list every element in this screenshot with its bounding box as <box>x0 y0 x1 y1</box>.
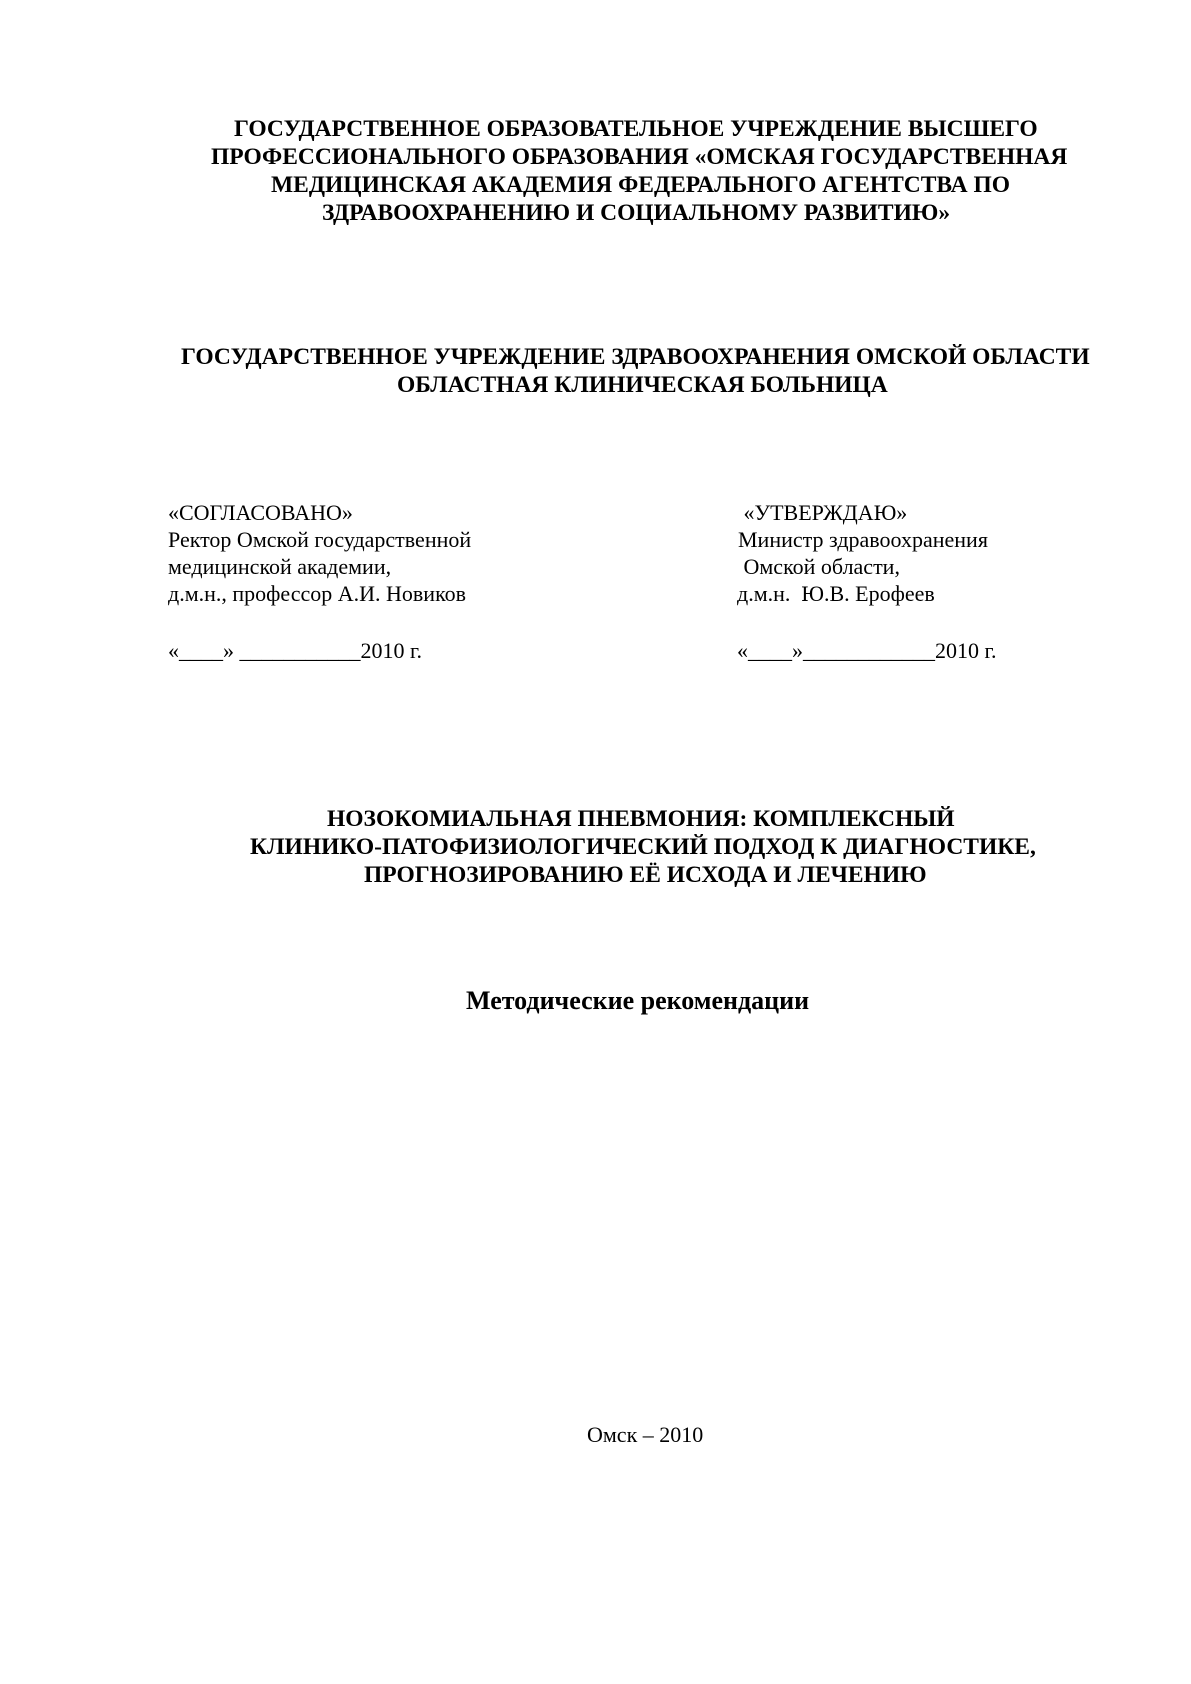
hospital-header-line-1: ГОСУДАРСТВЕННОЕ УЧРЕЖДЕНИЕ ЗДРАВООХРАНЕНИЯ ОМСКОЙ ОБЛАСТИ <box>181 344 1090 370</box>
approval-right-line-4: д.м.н. Ю.В. Ерофеев <box>737 581 935 606</box>
institution-header-line-3: МЕДИЦИНСКАЯ АКАДЕМИЯ ФЕДЕРАЛЬНОГО АГЕНТСТВА ПО <box>271 172 1011 198</box>
approval-left-line-4: д.м.н., профессор А.И. Новиков <box>168 581 467 606</box>
approval-right-line-2: Министр здравоохранения <box>738 527 988 552</box>
institution-header-line-4: ЗДРАВООХРАНЕНИЮ И СОЦИАЛЬНОМУ РАЗВИТИЮ» <box>322 200 951 226</box>
approval-right-date: «____»____________2010 г. <box>737 638 997 663</box>
document-title-line-1: НОЗОКОМИАЛЬНАЯ ПНЕВМОНИЯ: КОМПЛЕКСНЫЙ <box>327 806 955 832</box>
city-year: Омск – 2010 <box>587 1422 704 1447</box>
document-title-line-3: ПРОГНОЗИРОВАНИЮ ЕЁ ИСХОДА И ЛЕЧЕНИЮ <box>364 862 927 888</box>
approval-right-line-3: Омской области, <box>738 554 900 579</box>
document-subtitle: Методические рекомендации <box>466 986 810 1015</box>
approval-right-line-1: «УТВЕРЖДАЮ» <box>738 500 908 525</box>
approval-left-line-1: «СОГЛАСОВАНО» <box>168 500 353 525</box>
approval-left-line-2: Ректор Омской государственной <box>168 527 472 552</box>
institution-header-line-1: ГОСУДАРСТВЕННОЕ ОБРАЗОВАТЕЛЬНОЕ УЧРЕЖДЕНИЕ ВЫСШЕГО <box>234 116 1038 142</box>
approval-left-line-3: медицинской академии, <box>168 554 392 579</box>
institution-header-line-2: ПРОФЕССИОНАЛЬНОГО ОБРАЗОВАНИЯ «ОМСКАЯ ГОСУДАРСТВЕННАЯ <box>211 144 1068 170</box>
document-title-line-2: КЛИНИКО-ПАТОФИЗИОЛОГИЧЕСКИЙ ПОДХОД К ДИАГНОСТИКЕ, <box>250 834 1036 860</box>
hospital-header-line-2: ОБЛАСТНАЯ КЛИНИЧЕСКАЯ БОЛЬНИЦА <box>397 372 888 398</box>
approval-left-date: «____» ___________2010 г. <box>168 638 423 663</box>
